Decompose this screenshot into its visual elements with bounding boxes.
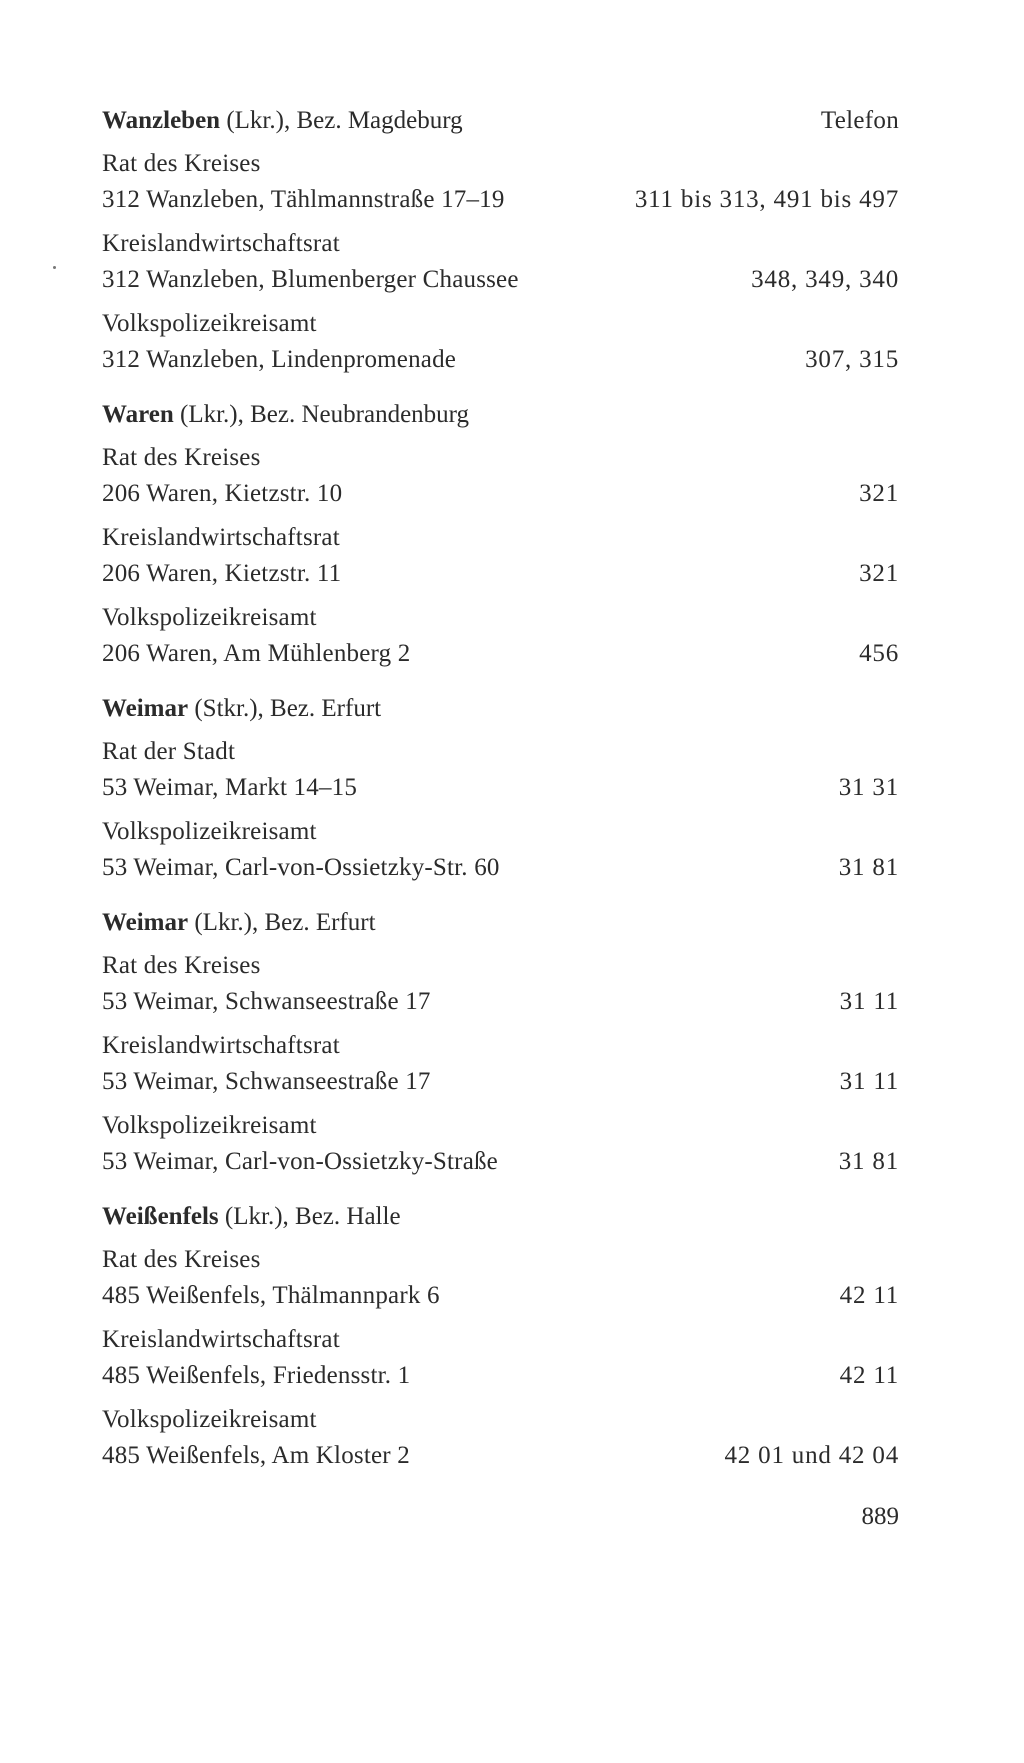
office-entry (102, 146, 899, 218)
office-name: Kreislandwirtschaftsrat (102, 524, 340, 551)
office-entry (102, 520, 899, 592)
directory-entries (102, 104, 899, 1482)
office-name: Volkspolizeikreisamt (102, 818, 317, 845)
office-entry (102, 1402, 899, 1474)
office-entry (102, 1322, 899, 1394)
office-phone: 456 (859, 640, 899, 667)
office-name: Kreislandwirtschaftsrat (102, 1032, 340, 1059)
section-heading (102, 906, 899, 940)
office-address: 485 Weißenfels, Friedensstr. 1 (102, 1362, 411, 1389)
directory-section (102, 906, 899, 1180)
office-phone: 42 11 (839, 1282, 899, 1309)
office-entry (102, 1242, 899, 1314)
office-phone: 321 (859, 480, 899, 507)
office-phone: 42 01 und 42 04 (724, 1442, 899, 1469)
office-entry (102, 440, 899, 512)
district-qualifier: (Lkr.), Bez. Erfurt (188, 909, 376, 936)
district-qualifier: (Lkr.), Bez. Halle (218, 1203, 401, 1230)
office-name: Rat des Kreises (102, 1246, 261, 1273)
office-name: Volkspolizeikreisamt (102, 1112, 317, 1139)
place-name: Waren (102, 401, 174, 428)
directory-section (102, 692, 899, 886)
office-address: 206 Waren, Am Mühlenberg 2 (102, 640, 411, 667)
office-entry (102, 600, 899, 672)
section-heading (102, 692, 899, 726)
office-phone: 31 31 (838, 774, 899, 801)
office-name: Rat des Kreises (102, 952, 261, 979)
district-qualifier: (Lkr.), Bez. Neubrandenburg (173, 401, 470, 428)
office-address: 206 Waren, Kietzstr. 10 (102, 480, 343, 507)
office-address: 53 Weimar, Schwanseestraße 17 (102, 1068, 431, 1095)
place-name: Weimar (102, 695, 189, 722)
office-entry (102, 1028, 899, 1100)
office-entry (102, 1108, 899, 1180)
office-phone: 311 bis 313, 491 bis 497 (634, 186, 899, 213)
office-address: 312 Wanzleben, Tählmannstraße 17–19 (102, 186, 505, 213)
phone-column-heading: Telefon (820, 107, 899, 134)
office-phone: 31 11 (839, 1068, 899, 1095)
office-address: 312 Wanzleben, Lindenpromenade (102, 346, 457, 373)
office-name: Rat der Stadt (102, 738, 236, 765)
office-address: 53 Weimar, Markt 14–15 (102, 774, 358, 801)
office-phone: 348, 349, 340 (751, 266, 899, 293)
place-name: Wanzleben (102, 107, 221, 134)
page-number: 889 (861, 1503, 899, 1530)
directory-section (102, 398, 899, 672)
office-phone: 31 11 (839, 988, 899, 1015)
office-name: Volkspolizeikreisamt (102, 310, 317, 337)
print-speck (53, 266, 56, 269)
office-name: Kreislandwirtschaftsrat (102, 230, 340, 257)
office-name: Rat des Kreises (102, 150, 261, 177)
office-name: Volkspolizeikreisamt (102, 1406, 317, 1433)
office-address: 485 Weißenfels, Thälmannpark 6 (102, 1282, 440, 1309)
office-address: 485 Weißenfels, Am Kloster 2 (102, 1442, 410, 1469)
office-address: 53 Weimar, Carl-von-Ossietzky-Straße (102, 1148, 498, 1175)
office-entry (102, 948, 899, 1020)
office-entry (102, 814, 899, 886)
office-phone: 31 81 (838, 1148, 899, 1175)
office-phone: 321 (859, 560, 899, 587)
office-name: Rat des Kreises (102, 444, 261, 471)
district-qualifier: (Stkr.), Bez. Erfurt (188, 695, 382, 722)
office-address: 206 Waren, Kietzstr. 11 (102, 560, 342, 587)
district-qualifier: (Lkr.), Bez. Magdeburg (220, 107, 463, 134)
place-name: Weißenfels (102, 1203, 219, 1230)
section-heading (102, 104, 899, 138)
office-phone: 31 81 (838, 854, 899, 881)
office-name: Kreislandwirtschaftsrat (102, 1326, 340, 1353)
office-name: Volkspolizeikreisamt (102, 604, 317, 631)
directory-section (102, 1200, 899, 1474)
office-phone: 307, 315 (805, 346, 899, 373)
office-entry (102, 306, 899, 378)
section-heading (102, 398, 899, 432)
office-address: 312 Wanzleben, Blumenberger Chaussee (102, 266, 519, 293)
office-entry (102, 226, 899, 298)
office-phone: 42 11 (839, 1362, 899, 1389)
section-heading (102, 1200, 899, 1234)
place-name: Weimar (102, 909, 189, 936)
directory-section (102, 104, 899, 378)
office-address: 53 Weimar, Carl-von-Ossietzky-Str. 60 (102, 854, 500, 881)
office-address: 53 Weimar, Schwanseestraße 17 (102, 988, 431, 1015)
office-entry (102, 734, 899, 806)
